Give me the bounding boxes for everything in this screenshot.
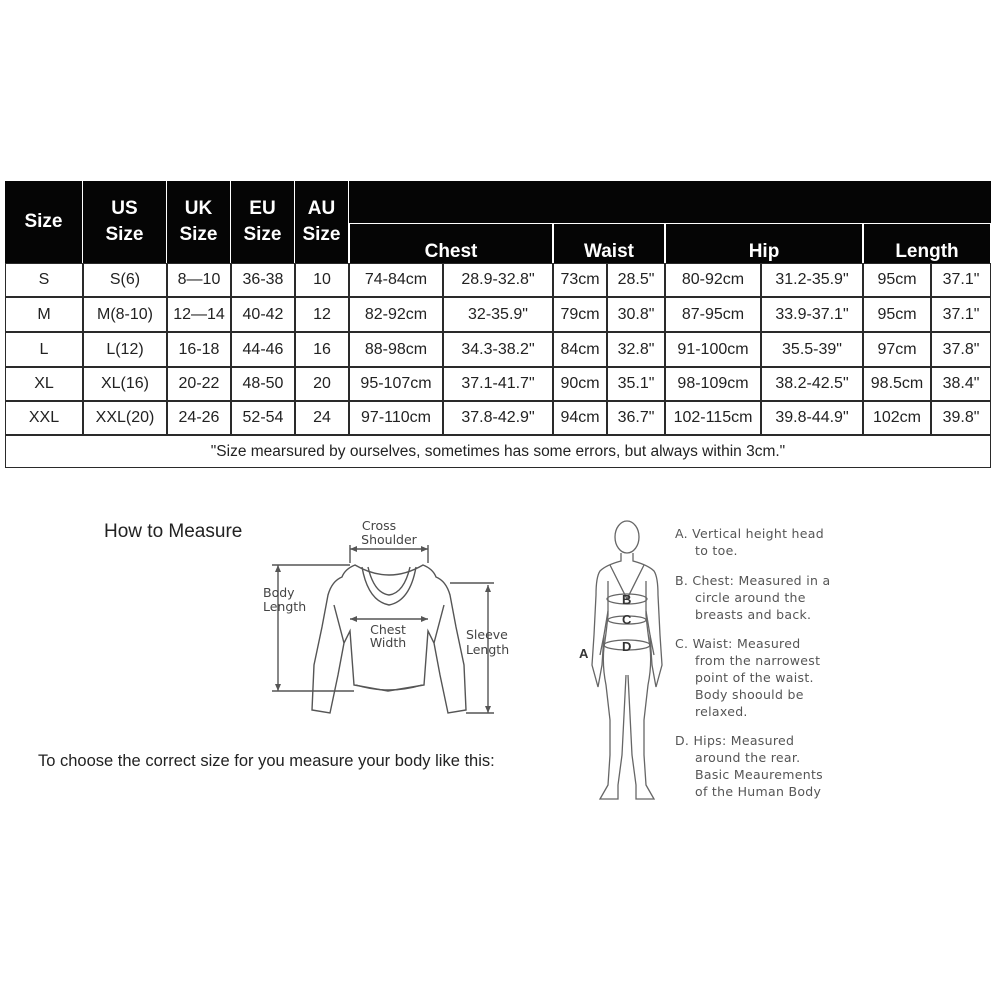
header-col-line: US	[111, 198, 138, 219]
table-cell: 94cm	[553, 401, 607, 435]
legend-b: B. Chest: Measured in a circle around the breasts and back.	[675, 573, 831, 622]
table-cell: 97-110cm	[349, 401, 443, 435]
table-cell: M(8-10)	[83, 297, 167, 332]
table-cell: 20	[295, 367, 349, 401]
table-cell: 48-50	[231, 367, 295, 401]
table-cell: 37.1"	[931, 263, 991, 297]
table-cell: 37.1"	[931, 297, 991, 332]
table-cell: 36-38	[231, 263, 295, 297]
garment-diagram	[250, 515, 530, 725]
table-cell: 32-35.9"	[443, 297, 553, 332]
table-cell: 10	[295, 263, 349, 297]
header-group: Waist	[553, 223, 665, 263]
header-group: Hip	[665, 223, 863, 263]
table-cell: 90cm	[553, 367, 607, 401]
table-cell: 35.1"	[607, 367, 665, 401]
table-cell: S	[5, 263, 83, 297]
body-length-label-1: Body	[263, 585, 295, 600]
header-col-line: EU	[249, 198, 276, 219]
table-cell: 37.8-42.9"	[443, 401, 553, 435]
measure-instruction: To choose the correct size for you measure your body like this:	[38, 752, 495, 770]
header-col	[295, 181, 349, 263]
table-cell: 80-92cm	[665, 263, 761, 297]
table-cell: 52-54	[231, 401, 295, 435]
header-group: Chest	[349, 223, 553, 263]
header-col	[231, 181, 295, 263]
table-cell: 24	[295, 401, 349, 435]
table-cell: 88-98cm	[349, 332, 443, 367]
table-cell: 34.3-38.2"	[443, 332, 553, 367]
body-figure	[570, 515, 680, 810]
header-col-line: Size	[105, 224, 144, 245]
table-cell: 32.8"	[607, 332, 665, 367]
chest-width-label-1: Chest	[370, 622, 406, 637]
table-cell: 38.2-42.5"	[761, 367, 863, 401]
table-cell: 82-92cm	[349, 297, 443, 332]
figure-label-a: A	[579, 646, 589, 661]
how-to-measure-title: How to Measure	[104, 521, 243, 542]
table-cell: 102cm	[863, 401, 931, 435]
header-col-line: UK	[184, 198, 213, 219]
table-cell: 31.2-35.9"	[761, 263, 863, 297]
table-cell: 95-107cm	[349, 367, 443, 401]
table-cell: XL(16)	[83, 367, 167, 401]
table-cell: 39.8-44.9"	[761, 401, 863, 435]
sleeve-length-label-2: Length	[466, 642, 510, 657]
table-cell: 20-22	[167, 367, 231, 401]
table-cell: 97cm	[863, 332, 931, 367]
table-cell: 44-46	[231, 332, 295, 367]
figure-label-d: D	[622, 639, 632, 654]
table-cell: 79cm	[553, 297, 607, 332]
table-cell: XL	[5, 367, 83, 401]
table-cell: 39.8"	[931, 401, 991, 435]
table-cell: 16-18	[167, 332, 231, 367]
table-cell: M	[5, 297, 83, 332]
size-chart-table	[5, 181, 991, 468]
table-cell: 37.1-41.7"	[443, 367, 553, 401]
header-col-line: Size	[24, 211, 63, 232]
table-cell: 73cm	[553, 263, 607, 297]
table-cell: 12—14	[167, 297, 231, 332]
measurement-legend	[675, 525, 865, 800]
sleeve-length-label-1: Sleeve	[466, 627, 508, 642]
table-note: "Size mearsured by ourselves, sometimes has some errors, but always within 3cm."	[5, 435, 991, 468]
header-col-line: Size	[302, 224, 341, 245]
figure-label-b: B	[622, 592, 632, 607]
table-cell: 38.4"	[931, 367, 991, 401]
table-cell: 95cm	[863, 263, 931, 297]
header-col-line: Size	[243, 224, 282, 245]
table-cell: 87-95cm	[665, 297, 761, 332]
table-cell: 91-100cm	[665, 332, 761, 367]
table-cell: L	[5, 332, 83, 367]
table-cell: 16	[295, 332, 349, 367]
legend-d: D. Hips: Measured around the rear. Basic Meaurements of the Human Body	[675, 733, 823, 799]
legend-c: C. Waist: Measured from the narrowest point of the waist. Body shoould be relaxed.	[675, 636, 821, 719]
chest-width-label-2: Width	[369, 635, 407, 650]
table-cell: 36.7"	[607, 401, 665, 435]
table-cell: 84cm	[553, 332, 607, 367]
header-col-line: Size	[179, 224, 218, 245]
table-cell: 8—10	[167, 263, 231, 297]
table-cell: 95cm	[863, 297, 931, 332]
table-cell: 24-26	[167, 401, 231, 435]
table-cell: 12	[295, 297, 349, 332]
body-length-label-2: Length	[263, 599, 307, 614]
table-cell: 40-42	[231, 297, 295, 332]
table-cell: 102-115cm	[665, 401, 761, 435]
table-cell: 35.5-39"	[761, 332, 863, 367]
header-col-line: AU	[307, 198, 336, 219]
table-cell: XXL(20)	[83, 401, 167, 435]
table-cell: 74-84cm	[349, 263, 443, 297]
cross-shoulder-label-1: Cross	[361, 518, 397, 533]
table-cell: L(12)	[83, 332, 167, 367]
header-group: Length	[863, 223, 991, 263]
figure-label-c: C	[622, 612, 632, 627]
cross-shoulder-label-2: Shoulder	[361, 532, 417, 547]
table-cell: XXL	[5, 401, 83, 435]
table-cell: 28.5"	[607, 263, 665, 297]
table-cell: S(6)	[83, 263, 167, 297]
table-cell: 28.9-32.8"	[443, 263, 553, 297]
table-cell: 98.5cm	[863, 367, 931, 401]
legend-a: A. Vertical height head to toe.	[675, 526, 824, 558]
header-col	[83, 181, 167, 263]
table-cell: 98-109cm	[665, 367, 761, 401]
table-cell: 30.8"	[607, 297, 665, 332]
table-cell: 37.8"	[931, 332, 991, 367]
table-cell: 33.9-37.1"	[761, 297, 863, 332]
header-col	[167, 181, 231, 263]
header-col	[5, 181, 83, 263]
